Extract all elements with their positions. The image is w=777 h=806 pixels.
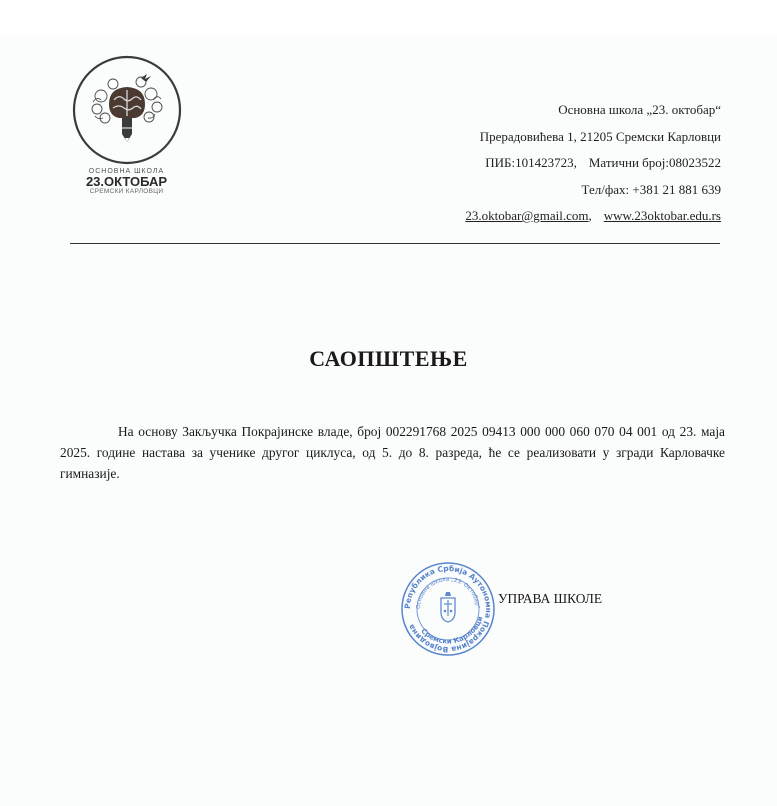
registration-number: Матични број:08023522 xyxy=(588,155,721,170)
contact-links xyxy=(391,206,721,233)
announcement-body xyxy=(60,421,725,484)
school-phone: Тел/фах: +381 21 881 639 xyxy=(581,181,721,197)
letterhead-info xyxy=(391,100,721,233)
logo-name: 23.ОКТОБАР xyxy=(85,174,168,189)
link-separator: , xyxy=(588,208,592,223)
header-divider xyxy=(70,243,720,244)
pib-number: ПИБ:101423723, xyxy=(485,155,577,170)
tree-brain-logo-icon xyxy=(67,54,187,166)
school-logo xyxy=(64,54,189,236)
stamp-bottom-text: Сремски Карловци xyxy=(419,615,485,646)
stamp-outer-text: Република Србија Аутономна Покрајина Војводина xyxy=(402,563,494,655)
email-link[interactable]: 23.oktobar@gmail.com xyxy=(465,208,589,223)
announcement-text: На основу Закључка Покрајинске владе, број 002291768 2025 09413 000 000 060 070 04 001 од 23. маја 2025. године настава за ученике другог циклуса, од 5. до 8. разреда, ће се реализовати у згради Карловачке гимназије. xyxy=(60,424,725,481)
logo-bottom-text: СРЕМСКИ КАРЛОВЦИ xyxy=(89,188,164,195)
logo-top-text: ОСНОВНА ШКОЛА xyxy=(88,168,165,175)
school-address: Прерадовићева 1, 21205 Сремски Карловци xyxy=(479,128,721,144)
school-ids xyxy=(391,153,721,180)
official-stamp xyxy=(399,560,497,658)
stamp-seal-icon xyxy=(399,560,497,658)
stamp-inner-text: Основна школа „23. Октобар“ xyxy=(415,576,481,610)
signature-line: УПРАВА ШКОЛЕ xyxy=(498,591,603,606)
website-link[interactable]: www.23oktobar.edu.rs xyxy=(603,208,721,223)
school-name: Основна школа „23. октобар“ xyxy=(558,102,721,117)
document-title: САОПШТЕЊЕ xyxy=(309,346,468,371)
